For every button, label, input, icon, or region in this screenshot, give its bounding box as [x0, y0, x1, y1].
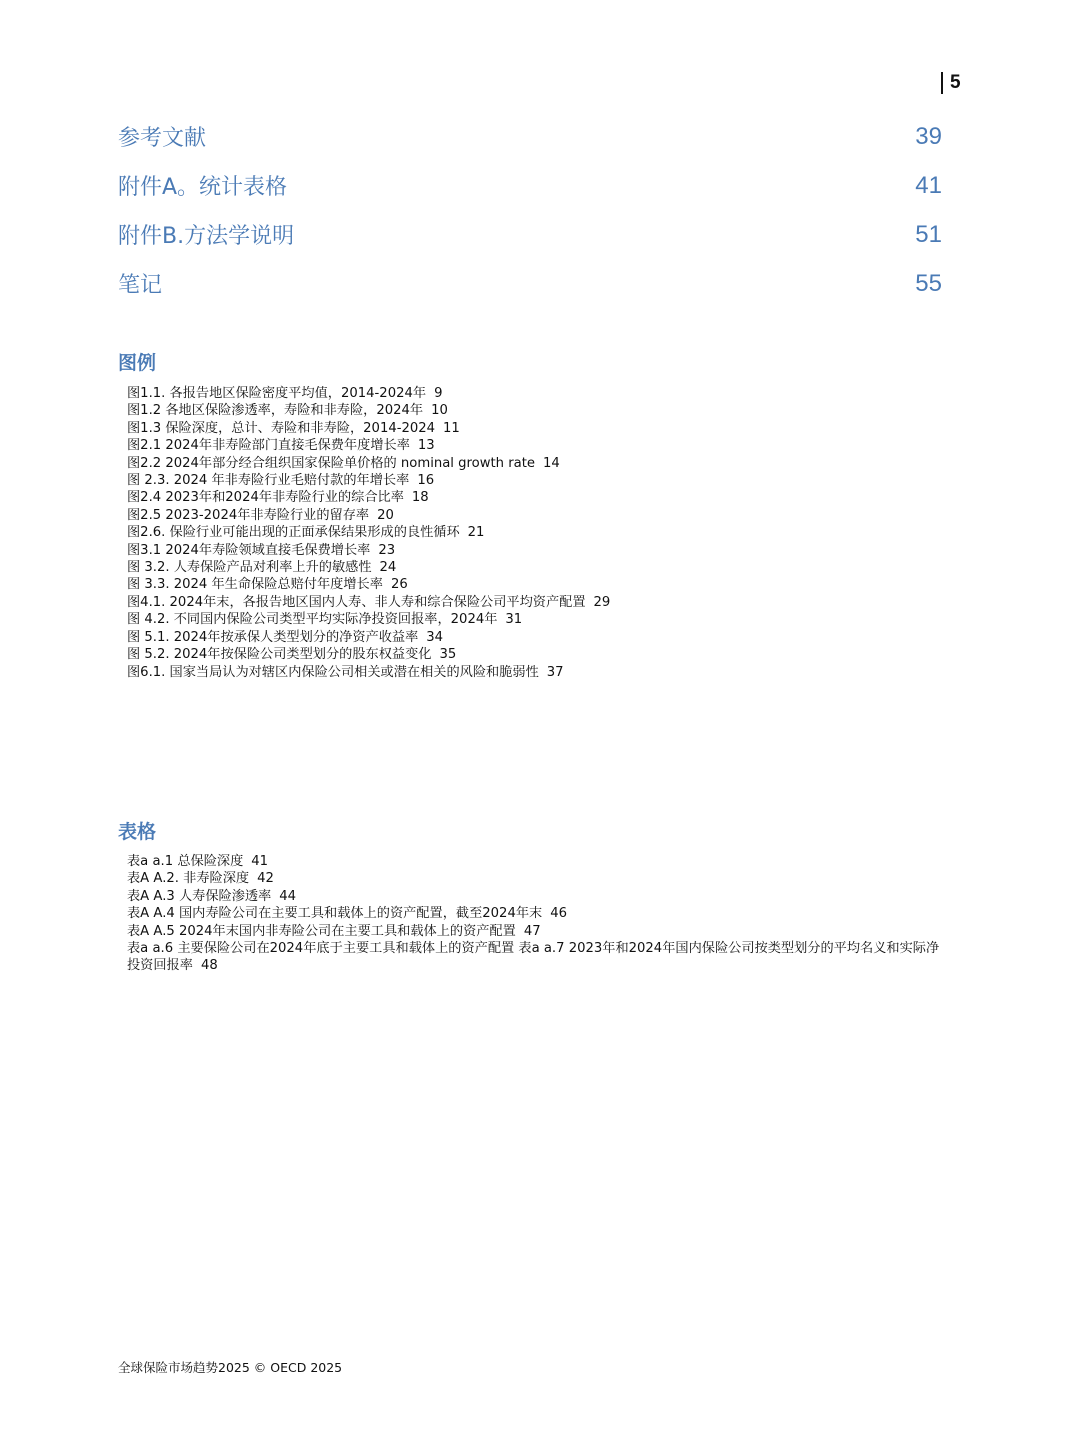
figure-page: 31 — [505, 612, 523, 628]
figure-title: 图 3.3. 2024 年生命保险总赔付年度增长率 — [127, 577, 383, 593]
table-title: 表A A.3 人寿保险渗透率 — [127, 888, 272, 904]
table-title: 表a a.6 主要保险公司在2024年底于主要工具和载体上的资产配置 表a a.7 2023年和2024年国内保险公司按类型划分的平均名义和实际净投资回报率 — [127, 941, 940, 974]
figure-list-item[interactable] — [127, 489, 942, 506]
figure-list-item[interactable] — [127, 542, 942, 559]
page-footer: 全球保险市场趋势2025 © OECD 2025 — [118, 1360, 343, 1375]
figure-list-item[interactable] — [127, 507, 942, 524]
figure-page: 35 — [439, 647, 457, 663]
figure-list-item[interactable] — [127, 594, 942, 611]
figure-title: 图4.1. 2024年末，各报告地区国内人寿、非人寿和综合保险公司平均资产配置 — [127, 594, 586, 610]
figure-page: 34 — [426, 629, 444, 645]
figure-list-item[interactable] — [127, 420, 942, 437]
figure-page: 21 — [467, 525, 485, 541]
figure-list-item[interactable] — [127, 559, 942, 576]
toc-entry-title: 附件B.方法学说明 — [118, 224, 295, 249]
table-list-item[interactable] — [127, 870, 942, 887]
toc-entry-page: 41 — [915, 171, 942, 199]
figure-page: 9 — [434, 386, 443, 401]
figure-page: 20 — [377, 507, 394, 523]
figure-list-item[interactable] — [127, 629, 942, 646]
tables-heading: 表格 — [118, 821, 157, 843]
figure-list-item[interactable] — [127, 402, 942, 419]
figure-page: 37 — [546, 664, 564, 680]
figure-title: 图 4.2. 不同国内保险公司类型平均实际净投资回报率，2024年 — [127, 612, 498, 628]
figure-list-item[interactable] — [127, 646, 942, 663]
figure-page: 16 — [417, 473, 435, 489]
table-page: 47 — [523, 923, 541, 939]
figure-title: 图 5.1. 2024年按承保人类型划分的净资产收益率 — [127, 629, 419, 645]
figure-list-item[interactable] — [127, 664, 942, 681]
figure-list-item[interactable] — [127, 524, 942, 541]
figure-list-item[interactable] — [127, 576, 942, 593]
toc-entry-annex-b[interactable] — [118, 210, 942, 259]
toc-entry-references[interactable] — [118, 112, 942, 161]
figures-list — [127, 385, 942, 681]
figure-title: 图2.1 2024年非寿险部门直接毛保费年度增长率 — [127, 438, 410, 454]
figure-title: 图3.1 2024年寿险领域直接毛保费增长率 — [127, 542, 371, 558]
figure-title: 图1.3 保险深度，总计、寿险和非寿险，2014-2024 — [127, 420, 436, 436]
table-title: 表A A.2. 非寿险深度 — [127, 871, 250, 887]
figure-list-item[interactable] — [127, 455, 942, 472]
table-title: 表A A.5 2024年末国内非寿险公司在主要工具和载体上的资产配置 — [127, 923, 516, 939]
figure-list-item[interactable] — [127, 611, 942, 628]
toc-entry-page: 39 — [915, 122, 942, 150]
table-title: 表a a.1 总保险深度 — [127, 854, 244, 869]
page-number: 5 — [941, 72, 961, 94]
figure-title: 图2.4 2023年和2024年非寿险行业的综合比率 — [127, 490, 404, 506]
figure-page: 26 — [390, 577, 408, 593]
figure-title: 图 2.3. 2024 年非寿险行业毛赔付款的年增长率 — [127, 473, 410, 489]
tables-list — [127, 853, 942, 975]
toc-entry-page: 55 — [915, 269, 942, 297]
table-title: 表A A.4 国内寿险公司在主要工具和载体上的资产配置，截至2024年末 — [127, 906, 543, 922]
figure-page: 14 — [543, 455, 560, 471]
table-page: 44 — [279, 888, 297, 904]
toc-entry-annex-a[interactable] — [118, 161, 942, 210]
figure-page: 24 — [379, 560, 397, 576]
toc-entry-title: 笔记 — [118, 273, 163, 298]
table-page: 42 — [257, 871, 274, 887]
toc-entry-page: 51 — [915, 220, 942, 248]
figure-title: 图 5.2. 2024年按保险公司类型划分的股东权益变化 — [127, 647, 432, 663]
figure-title: 图 3.2. 人寿保险产品对利率上升的敏感性 — [127, 560, 372, 576]
figure-list-item[interactable] — [127, 437, 942, 454]
figure-title: 图1.2 各地区保险渗透率，寿险和非寿险，2024年 — [127, 403, 424, 419]
figure-page: 29 — [593, 594, 611, 610]
figure-title: 图2.2 2024年部分经合组织国家保险单价格的 nominal growth rate — [127, 455, 536, 471]
figure-page: 11 — [443, 420, 460, 436]
table-page: 41 — [251, 854, 269, 869]
toc-entry-title: 附件A。统计表格 — [118, 175, 288, 200]
table-page: 48 — [200, 958, 218, 974]
figure-title: 图2.6. 保险行业可能出现的正面承保结果形成的良性循环 — [127, 525, 460, 541]
figure-title: 图2.5 2023-2024年非寿险行业的留存率 — [127, 507, 370, 523]
toc-main-list — [118, 112, 942, 308]
table-list-item[interactable] — [127, 905, 942, 922]
figure-page: 13 — [417, 438, 435, 454]
figure-title: 图1.1. 各报告地区保险密度平均值，2014-2024年 — [127, 386, 427, 401]
table-list-item[interactable] — [127, 853, 942, 870]
table-list-item[interactable] — [127, 923, 942, 940]
table-list-item[interactable] — [127, 940, 942, 975]
table-page: 46 — [550, 906, 567, 922]
figure-title: 图6.1. 国家当局认为对辖区内保险公司相关或潜在相关的风险和脆弱性 — [127, 664, 539, 680]
toc-entry-title: 参考文献 — [118, 126, 207, 151]
toc-entry-notes[interactable] — [118, 259, 942, 308]
figure-page: 18 — [411, 490, 429, 506]
figure-page: 10 — [431, 403, 448, 419]
figures-heading: 图例 — [118, 352, 157, 374]
figure-list-item[interactable] — [127, 472, 942, 489]
figure-page: 23 — [378, 542, 396, 558]
table-list-item[interactable] — [127, 888, 942, 905]
figure-list-item[interactable] — [127, 385, 942, 402]
